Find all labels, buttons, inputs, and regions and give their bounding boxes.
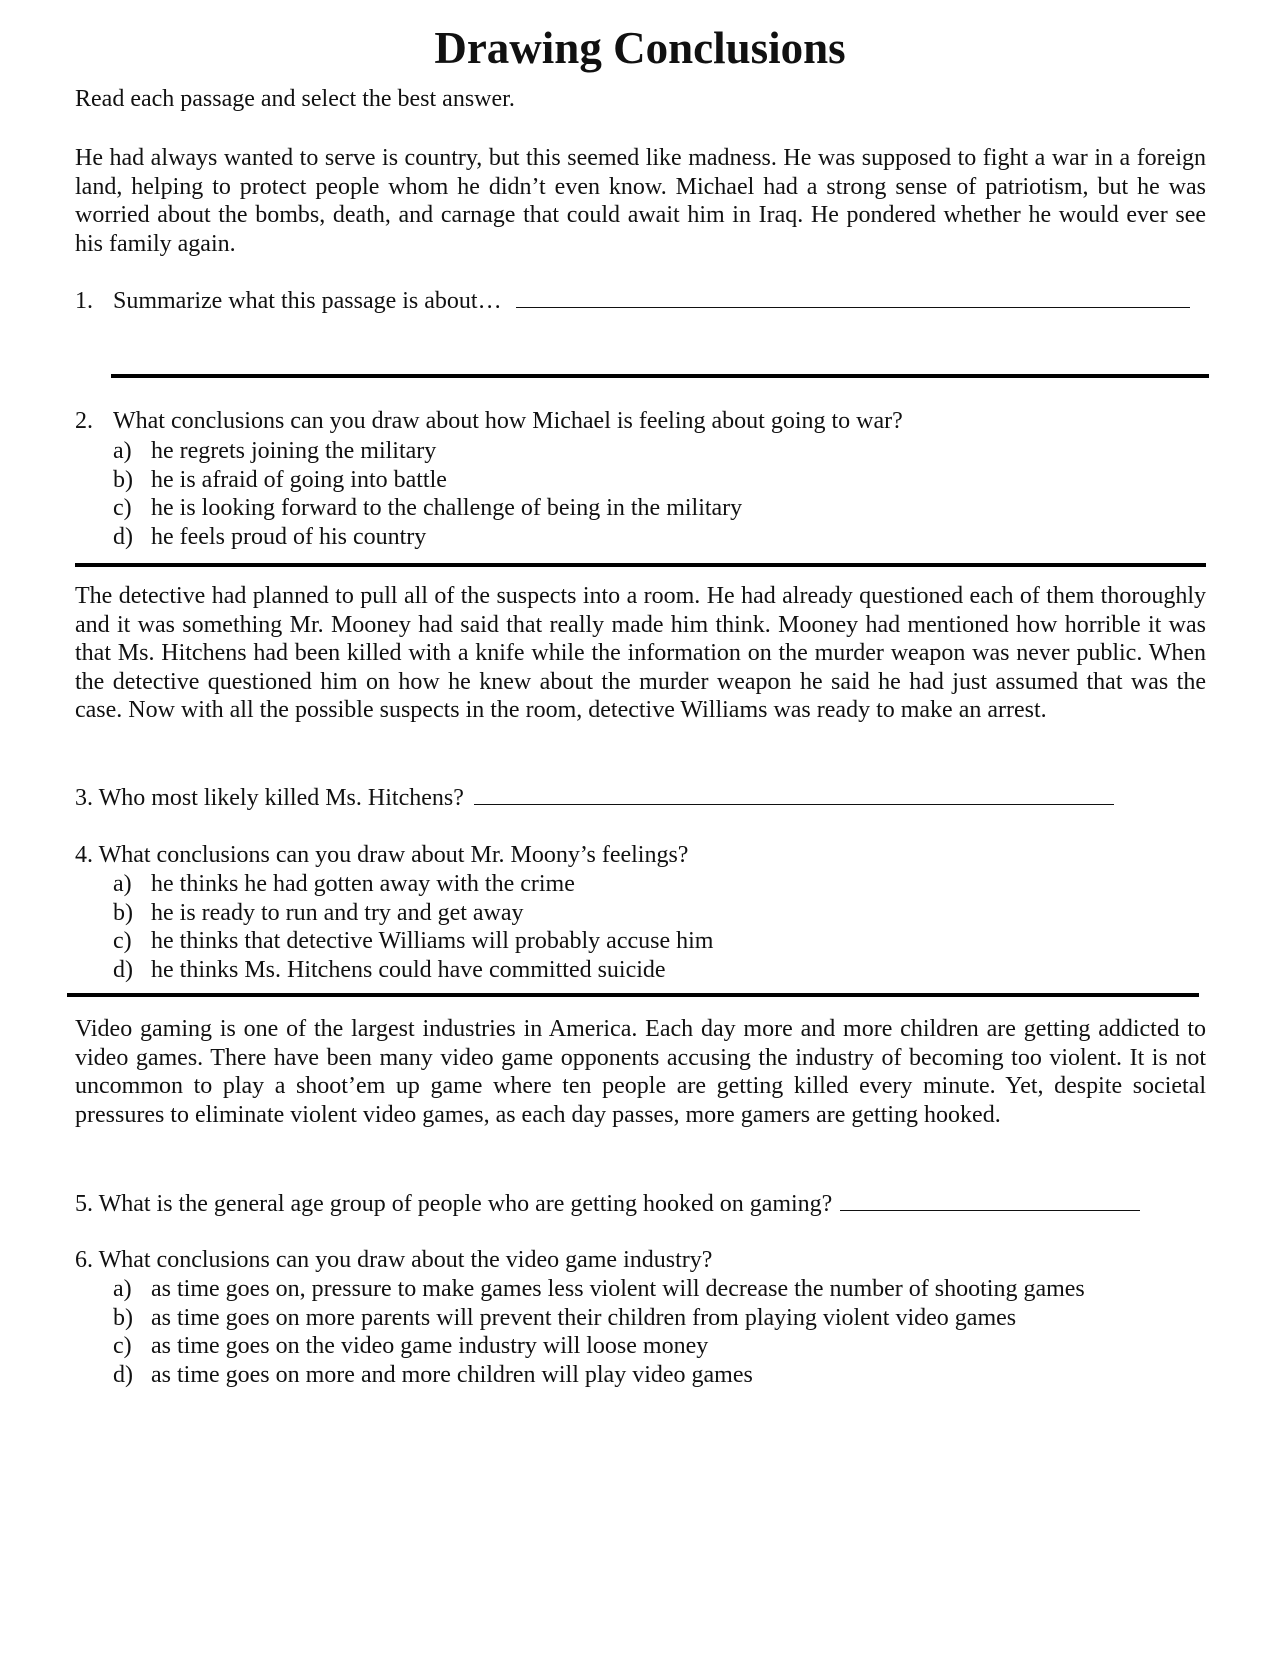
option-letter: c) [113, 928, 132, 955]
option-c[interactable] [113, 494, 742, 523]
option-a[interactable] [113, 870, 713, 899]
question-2 [75, 407, 903, 436]
section-divider [67, 993, 1199, 997]
option-text: as time goes on, pressure to make games less violent will decrease the number of shooting games [151, 1276, 1085, 1302]
option-letter: b) [113, 899, 133, 926]
option-b[interactable] [113, 899, 713, 928]
question-3 [75, 784, 1114, 813]
option-text: he thinks that detective Williams will probably accuse him [151, 928, 714, 955]
question-text: What is the general age group of people who are getting hooked on gaming? [98, 1191, 833, 1217]
question-number: 5. [75, 1191, 93, 1217]
option-letter: a) [113, 1276, 132, 1302]
option-letter: d) [113, 956, 133, 983]
option-d[interactable] [113, 523, 742, 552]
instructions: Read each passage and select the best answer. [75, 86, 515, 112]
answer-blank-3[interactable] [474, 784, 1114, 805]
option-text: he thinks he had gotten away with the crime [151, 871, 575, 897]
answer-blank-1[interactable] [516, 287, 1190, 308]
option-letter: c) [113, 1333, 132, 1360]
question-5 [75, 1190, 1140, 1219]
option-text: as time goes on more parents will prevent their children from playing violent video games [151, 1304, 1017, 1331]
option-letter: b) [113, 1304, 133, 1331]
page-title: Drawing Conclusions [434, 23, 846, 73]
question-text: Who most likely killed Ms. Hitchens? [98, 785, 464, 811]
question-text: Summarize what this passage is about… [113, 288, 502, 314]
option-letter: a) [113, 438, 132, 464]
option-d[interactable] [113, 1361, 1085, 1390]
option-text: as time goes on the video game industry will loose money [151, 1333, 709, 1360]
option-b[interactable] [113, 1304, 1085, 1333]
option-letter: a) [113, 871, 132, 897]
option-a[interactable] [113, 1275, 1085, 1304]
option-text: he thinks Ms. Hitchens could have committed suicide [151, 956, 666, 983]
question-4 [75, 841, 688, 870]
passage-1: He had always wanted to serve is country, but this seemed like madness. He was supposed to fight a war in a foreign land, helping to protect people whom he didn’t even know. Michael had a strong sense of patriotism, but he was worried about the bombs, death, and carnage that could await him in Iraq. He pondered whether he would ever see his family again. [75, 145, 1206, 257]
question-4-options [113, 870, 713, 984]
answer-line-1[interactable] [111, 374, 1209, 378]
option-letter: d) [113, 523, 133, 550]
answer-blank-5[interactable] [840, 1190, 1140, 1211]
question-1 [75, 287, 1190, 316]
option-text: he feels proud of his country [151, 523, 427, 550]
question-6-options [113, 1275, 1085, 1389]
option-letter: c) [113, 495, 132, 522]
question-text: What conclusions can you draw about the video game industry? [98, 1247, 713, 1273]
question-text: What conclusions can you draw about how Michael is feeling about going to war? [113, 408, 903, 434]
question-number: 6. [75, 1247, 93, 1273]
option-letter: b) [113, 466, 133, 493]
option-text: he regrets joining the military [151, 438, 437, 464]
question-number: 2. [75, 408, 93, 434]
option-text: he is looking forward to the challenge of being in the military [151, 495, 743, 522]
question-number: 3. [75, 785, 93, 811]
option-text: as time goes on more and more children will play video games [151, 1361, 753, 1388]
question-2-options [113, 437, 742, 551]
section-divider [75, 563, 1206, 567]
option-d[interactable] [113, 956, 713, 985]
option-a[interactable] [113, 437, 742, 466]
question-number: 1. [75, 288, 93, 314]
option-text: he is afraid of going into battle [151, 466, 447, 493]
option-text: he is ready to run and try and get away [151, 899, 524, 926]
passage-2: The detective had planned to pull all of the suspects into a room. He had already questioned each of them thoroughly and it was something Mr. Mooney had said that really made him think. Mooney had mentioned how horrible it was that Ms. Hitchens had been killed with a knife while the information on the murder weapon was never public. When the detective questioned him on how he knew about the murder weapon he said he had just assumed that was the case. Now with all the possible suspects in the room, detective Williams was ready to make an arrest. [75, 583, 1206, 723]
option-letter: d) [113, 1361, 133, 1388]
passage-3: Video gaming is one of the largest industries in America. Each day more and more children are getting addicted to video games. There have been many video game opponents accusing the industry of becoming too violent. It is not uncommon to play a shoot’em up game where ten people are getting killed every minute. Yet, despite societal pressures to eliminate violent video games, as each day passes, more gamers are getting hooked. [75, 1016, 1206, 1128]
question-number: 4. [75, 842, 93, 868]
option-c[interactable] [113, 1332, 1085, 1361]
option-c[interactable] [113, 927, 713, 956]
question-6 [75, 1246, 712, 1275]
option-b[interactable] [113, 466, 742, 495]
question-text: What conclusions can you draw about Mr. Moony’s feelings? [98, 842, 689, 868]
